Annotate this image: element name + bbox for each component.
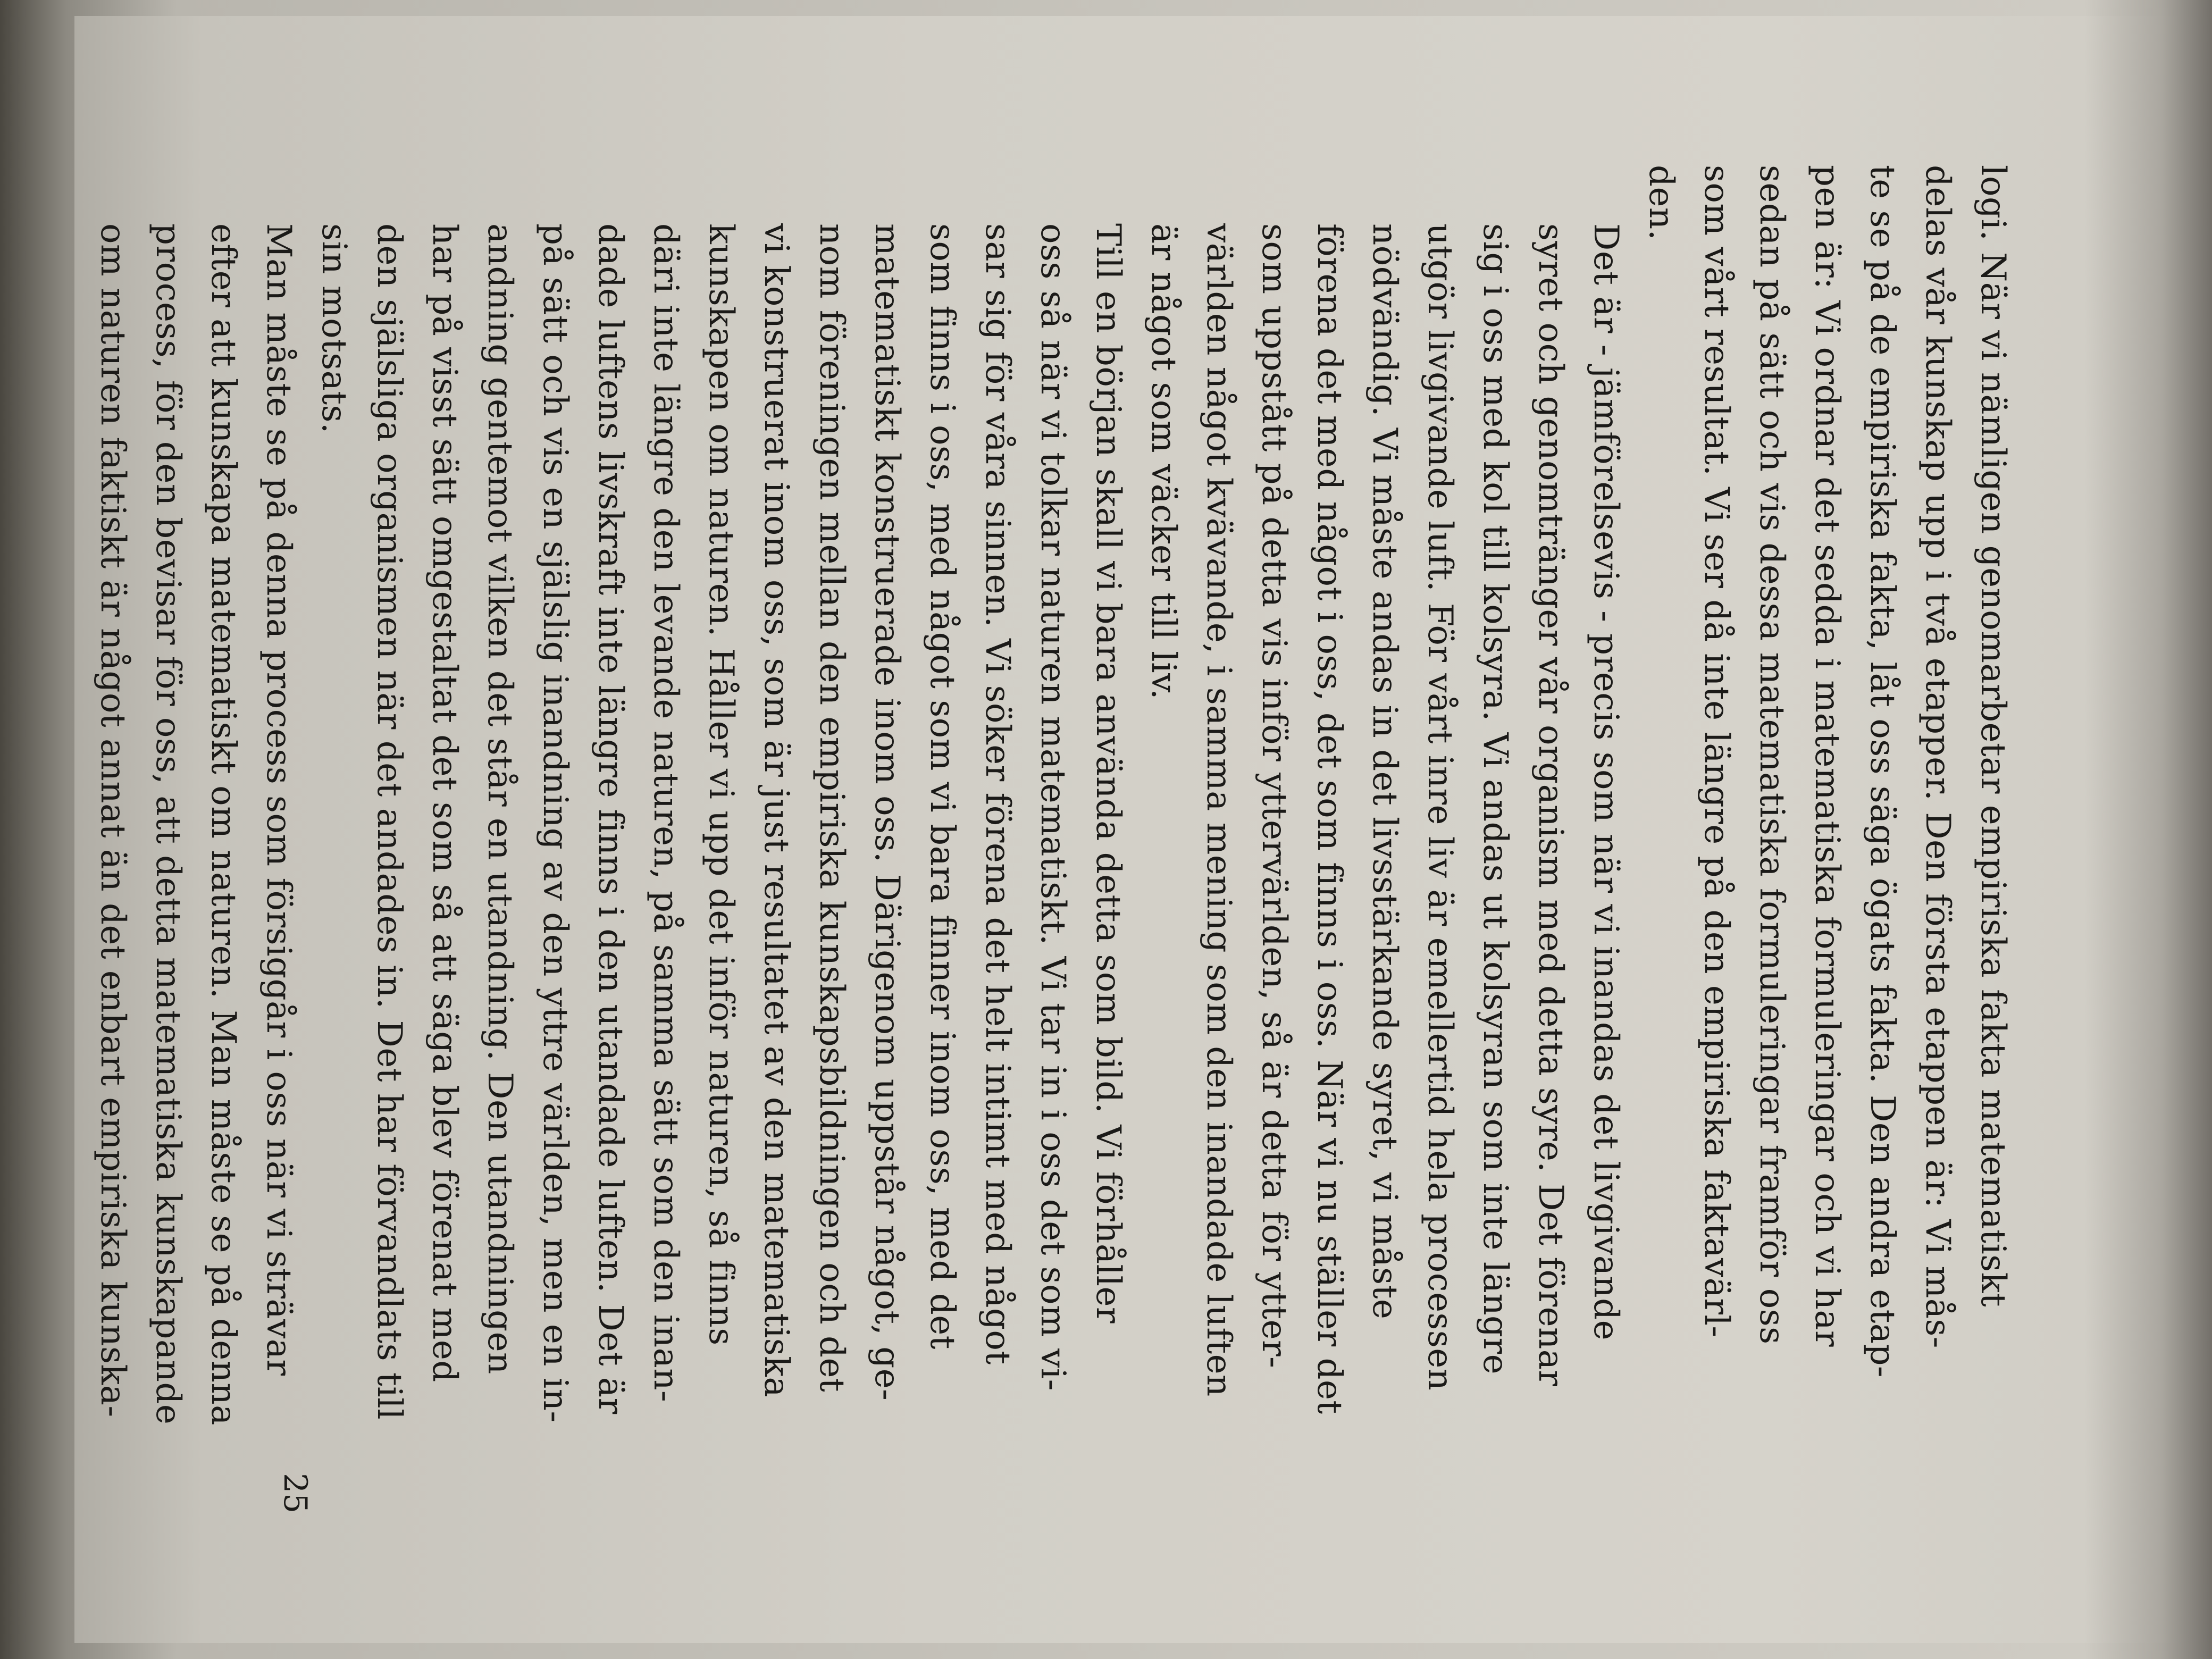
text-line: sig i oss med kol till kolsyra. Vi andas ut kolsyran som inte längre [1476,223,1515,1375]
text-line: logi. När vi nämligen genomarbetar empiriska fakta matematiskt [1973,165,2013,1308]
page-gutter-shadow [2084,0,2212,1659]
text-line: nödvändig. Vi måste andas in det livsstärkande syret, vi måste [1365,223,1404,1320]
text-line: vi konstruerat inom oss, som är just resultatet av den matematiska [757,223,796,1398]
text-line: förena det med något i oss, det som finns i oss. När vi nu ställer det [1310,223,1349,1414]
text-line: Till en början skall vi bara använda detta som bild. Vi förhåller [1088,223,1128,1323]
text-line: har på visst sätt omgestaltat det som så att säga blev förenat med [425,223,464,1382]
text-line: utgör livgivande luft. För vårt inre liv är emellertid hela processen [1420,223,1460,1391]
paragraph-list [85,165,2021,1526]
text-line: som vårt resultat. Vi ser då inte längre på den empiriska faktavärl- [1697,165,1736,1338]
text-line: delas vår kunskap upp i två etapper. Den första etappen är: Vi mås- [1918,165,1957,1348]
text-line: nom föreningen mellan den empiriska kunskapsbildningen och det [812,223,851,1393]
page-text-block [93,165,2021,1526]
text-line: efter att kunskapa matematiskt om naturen. Man måste se på denna [204,223,243,1426]
text-line: sin motsats. [314,223,354,434]
text-line: Man måste se på denna process som försiggår i oss när vi strävar [259,223,298,1376]
paragraph [85,165,306,1526]
text-line: andning gentemot vilken det står en utandning. Den utandningen [480,223,520,1375]
text-line: den själsliga organismen när det andades in. Det har förvandlats till [370,223,409,1420]
text-line: sar sig för våra sinnen. Vi söker förena det helt intimt med något [978,223,1017,1365]
text-line: syret och genomtränger vår organism med detta syre. Det förenar [1531,223,1570,1387]
text-line: världen något kvävande, i samma mening som den inandade luften [1199,223,1238,1397]
paragraph [1633,165,2021,1526]
text-line: kunskapen om naturen. Håller vi upp det inför naturen, så finns [701,223,741,1346]
text-line: dade luftens livskraft inte längre finns i den utandade luften. Det är [591,223,630,1414]
paragraph [306,165,1136,1526]
text-line: sedan på sätt och vis dessa matematiska formuleringar framför oss [1752,165,1791,1345]
page-number: 25 [276,1473,314,1514]
text-line: pen är: Vi ordnar det sedda i matematiska formuleringar och vi har [1807,165,1847,1347]
text-line: på sätt och vis en själslig inandning av den yttre världen, men en in- [535,223,575,1423]
text-line: som finns i oss, med något som vi bara finner inom oss, med det [923,223,962,1350]
text-line: den. [1641,165,1681,241]
text-line: om naturen faktiskt är något annat än det enbart empiriska kunska- [93,223,132,1418]
text-line: matematiskt konstruerade inom oss. Därigenom uppstår något, ge- [867,223,907,1401]
paragraph [1136,165,1633,1526]
text-line: process, för den bevisar för oss, att detta matematiska kunskapande [148,223,188,1425]
text-line: är något som väcker till liv. [1144,223,1183,700]
text-line: däri inte längre den levande naturen, på samma sätt som den inan- [646,223,685,1403]
text-line: te se på de empiriska fakta, låt oss säga ögats fakta. Den andra etap- [1863,165,1902,1378]
text-line: Det är - jämförelsevis - precis som när vi inandas det livgivande [1586,223,1626,1340]
text-line: som uppstått på detta vis inför yttervärlden, så är detta för ytter- [1254,223,1294,1369]
text-line: oss så när vi tolkar naturen matematiskt. Vi tar in i oss det som vi- [1033,223,1073,1391]
